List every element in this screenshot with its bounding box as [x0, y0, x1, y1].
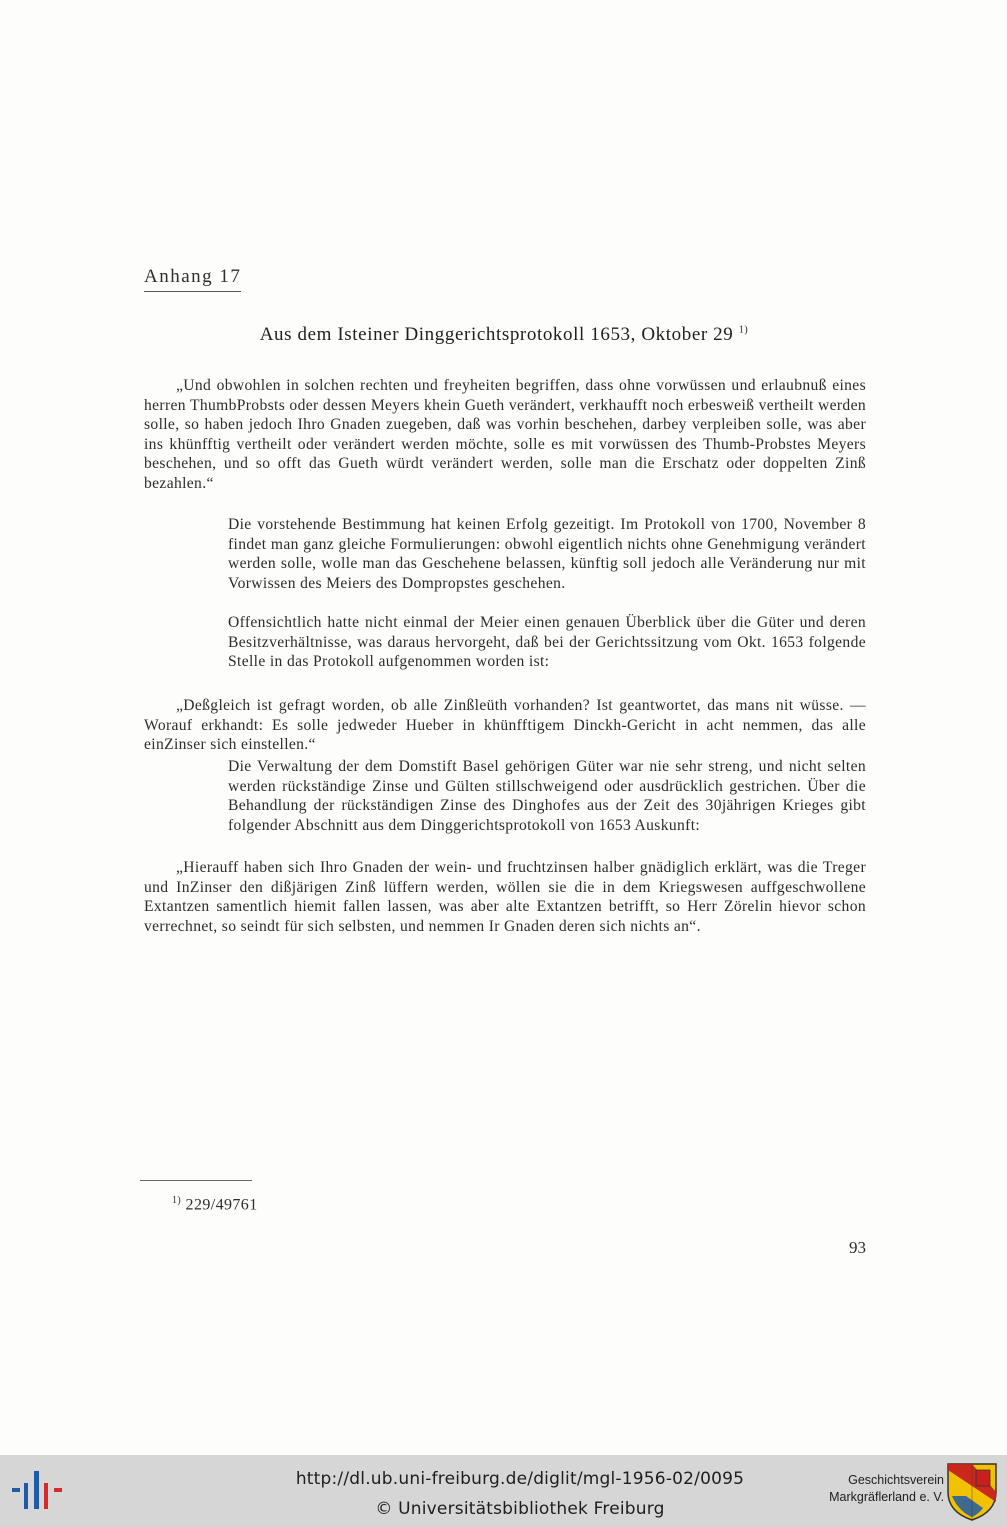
coat-of-arms-icon[interactable]	[946, 1462, 998, 1522]
commentary-paragraph-3: Die Verwaltung der dem Domstift Basel gehörigen Güter war nie sehr streng, und nicht selten werden rückständige Zinse und Gülten stillschweigend oder ausdrücklich gestrichen. Über die Behandlung der rückständigen Zinse des Dinghofes aus der Zeit des 30jährigen Krieges gibt folgender Abschnitt aus dem Dinggerichtsprotokoll von 1653 Auskunft:	[228, 758, 866, 834]
commentary-paragraph-2: Offensichtlich hatte nicht einmal der Meier einen genauen Überblick über die Güter und deren Besitzverhältnisse, was daraus hervorgeht, daß bei der Gerichtssitzung vom Okt. 1653 folgende Stelle in das Protokoll aufgenommen worden ist:	[228, 614, 866, 671]
footnote	[172, 1195, 258, 1214]
title-text: Aus dem Isteiner Dinggerichtsprotokoll 1653, Oktober 29	[259, 324, 734, 345]
society-name	[808, 1472, 944, 1506]
ub-freiburg-logo-icon[interactable]	[10, 1469, 66, 1513]
quote-paragraph-1: „Und obwohlen in solchen rechten und freyheiten begriffen, dass ohne vorwüssen und erlaubnuß eines herren ThumbProbsts oder dessen Meyers khein Gueth verändert, verkhaufft noch erbesweiß vertheilt werden solle, so haben jedoch Ihro Gnaden zuegeben, daß was vorhin beschehen, darbey verpleiben solle, was aber ins khünfftig vertheilt oder verändert werden möchte, solle es mit vorwüssen des Thumb-Probstes Meyers beschehen, und so offt das Gueth würdt verändert werden, solle man die Erschatz oder doppelten Zinß bezahlen.“	[144, 377, 866, 492]
viewer-footer	[0, 1455, 1007, 1527]
footnote-divider	[140, 1180, 252, 1181]
commentary-paragraph-1: Die vorstehende Bestimmung hat keinen Erfolg gezeitigt. Im Protokoll von 1700, November 8 findet man ganz gleiche Formulierungen: obwohl eigentlich nichts ohne Genehmigung verändert werden solle, wolle man das Geschehene belassen, künftig soll jedoch alle Veränderung nur mit Vorwissen des Meiers des Dompropstes geschehen.	[228, 516, 866, 592]
copyright-text: © Universitätsbibliothek Freiburg	[375, 1499, 665, 1519]
footnote-mark: 1)	[172, 1195, 182, 1206]
footnote-text: 229/49761	[185, 1196, 258, 1214]
title-footnote-mark: 1)	[738, 324, 749, 336]
quote-paragraph-2: „Deßgleich ist gefragt worden, ob alle Zinßleüth vorhanden? Ist geantwortet, das mans nit wüsse. — Worauf erkhandt: Es solle jedweder Hueber in khünfftigem Dinckh-Gericht in acht nemmen, das alle einZinser sich einstellen.“	[144, 697, 866, 754]
quote-paragraph-3: „Hierauff haben sich Ihro Gnaden der wein- und fruchtzinsen halber gnädiglich erklärt, was die Treger und InZinser den dißjärigen Zinß lüffern werden, wöllen sie die in dem Kriegswesen auffgeschwollene Extantzen samentlich hiemit fallen lassen, was aber alte Extantzen betrifft, so Herr Zörelin hievor schon verrechnet, so seindt für sich selbsten, und nemmen Ir Gnaden deren sich nichts an“.	[144, 859, 866, 935]
document-url-link[interactable]: http://dl.ub.uni-freiburg.de/diglit/mgl-1956-02/0095	[295, 1469, 745, 1489]
page-number: 93	[849, 1238, 866, 1257]
society-name-line-2: Markgräflerland e. V.	[829, 1490, 944, 1504]
page-title	[140, 324, 868, 346]
section-label: Anhang 17	[144, 266, 241, 292]
society-name-line-1: Geschichtsverein	[848, 1473, 944, 1487]
